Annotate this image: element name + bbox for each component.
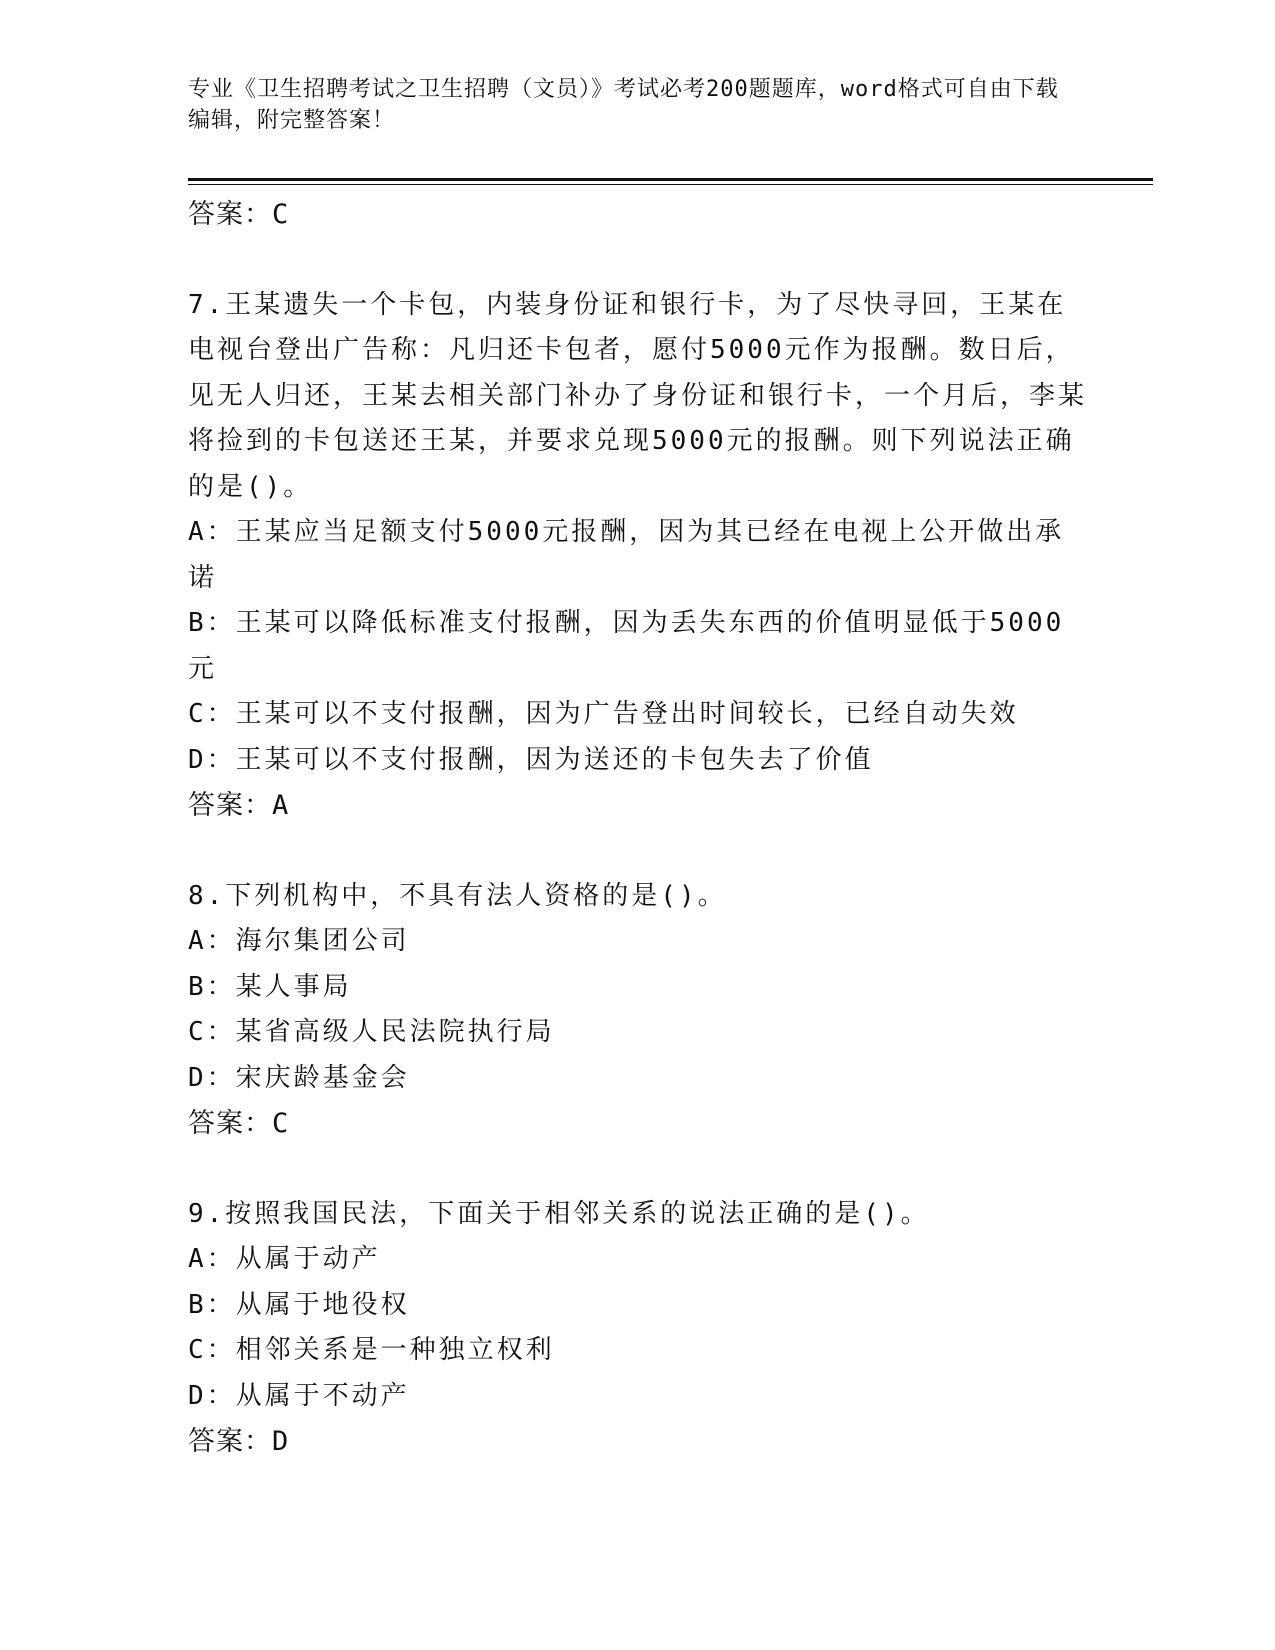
header-rule-thin: [188, 184, 1153, 185]
option-d: D：宋庆龄基金会: [188, 1062, 410, 1093]
option-b: B：某人事局: [188, 971, 352, 1002]
answer: 答案：D: [188, 1426, 290, 1457]
previous-answer: 答案：C: [188, 199, 290, 230]
document-header: 专业《卫生招聘考试之卫生招聘（文员）》考试必考200题题库，word格式可自由下载编辑，附完整答案！: [188, 77, 1059, 133]
question-block-8: [188, 874, 1088, 1147]
option-a: A：海尔集团公司: [188, 926, 410, 956]
option-c: C：某省高级人民法院执行局: [188, 1017, 555, 1047]
question-block-7: [188, 283, 1088, 829]
question-block-9: [188, 1192, 1088, 1465]
spacer: [188, 1147, 1088, 1192]
spacer: [188, 829, 1088, 874]
option-a: A：王某应当足额支付5000元报酬，因为其已经在电视上公开做出承诺: [188, 517, 1065, 593]
document-body: [188, 192, 1088, 1465]
header-rule-thick: [188, 178, 1153, 181]
option-c: C：相邻关系是一种独立权利: [188, 1335, 555, 1365]
question-stem: 9.按照我国民法，下面关于相邻关系的说法正确的是()。: [188, 1198, 930, 1229]
option-d: D：从属于不动产: [188, 1380, 410, 1411]
answer: 答案：C: [188, 1108, 290, 1139]
spacer: [188, 238, 1088, 283]
option-b: B：王某可以降低标准支付报酬，因为丢失东西的价值明显低于5000元: [188, 608, 1065, 684]
option-d: D：王某可以不支付报酬，因为送还的卡包失去了价值: [188, 744, 874, 775]
option-c: C：王某可以不支付报酬，因为广告登出时间较长，已经自动失效: [188, 699, 1019, 729]
question-stem: 7.王某遗失一个卡包，内装身份证和银行卡，为了尽快寻回，王某在电视台登出广告称：凡归还卡包者，愿付5000元作为报酬。数日后，见无人归还，王某去相关部门补办了身份证和银行卡，一个月后，李某将捡到的卡包送还王某，并要求兑现5000元的报酬。则下列说法正确的是()。: [188, 289, 1088, 502]
option-b: B：从属于地役权: [188, 1289, 410, 1320]
answer: 答案：A: [188, 790, 290, 821]
question-stem: 8.下列机构中，不具有法人资格的是()。: [188, 880, 727, 911]
option-a: A：从属于动产: [188, 1244, 381, 1274]
